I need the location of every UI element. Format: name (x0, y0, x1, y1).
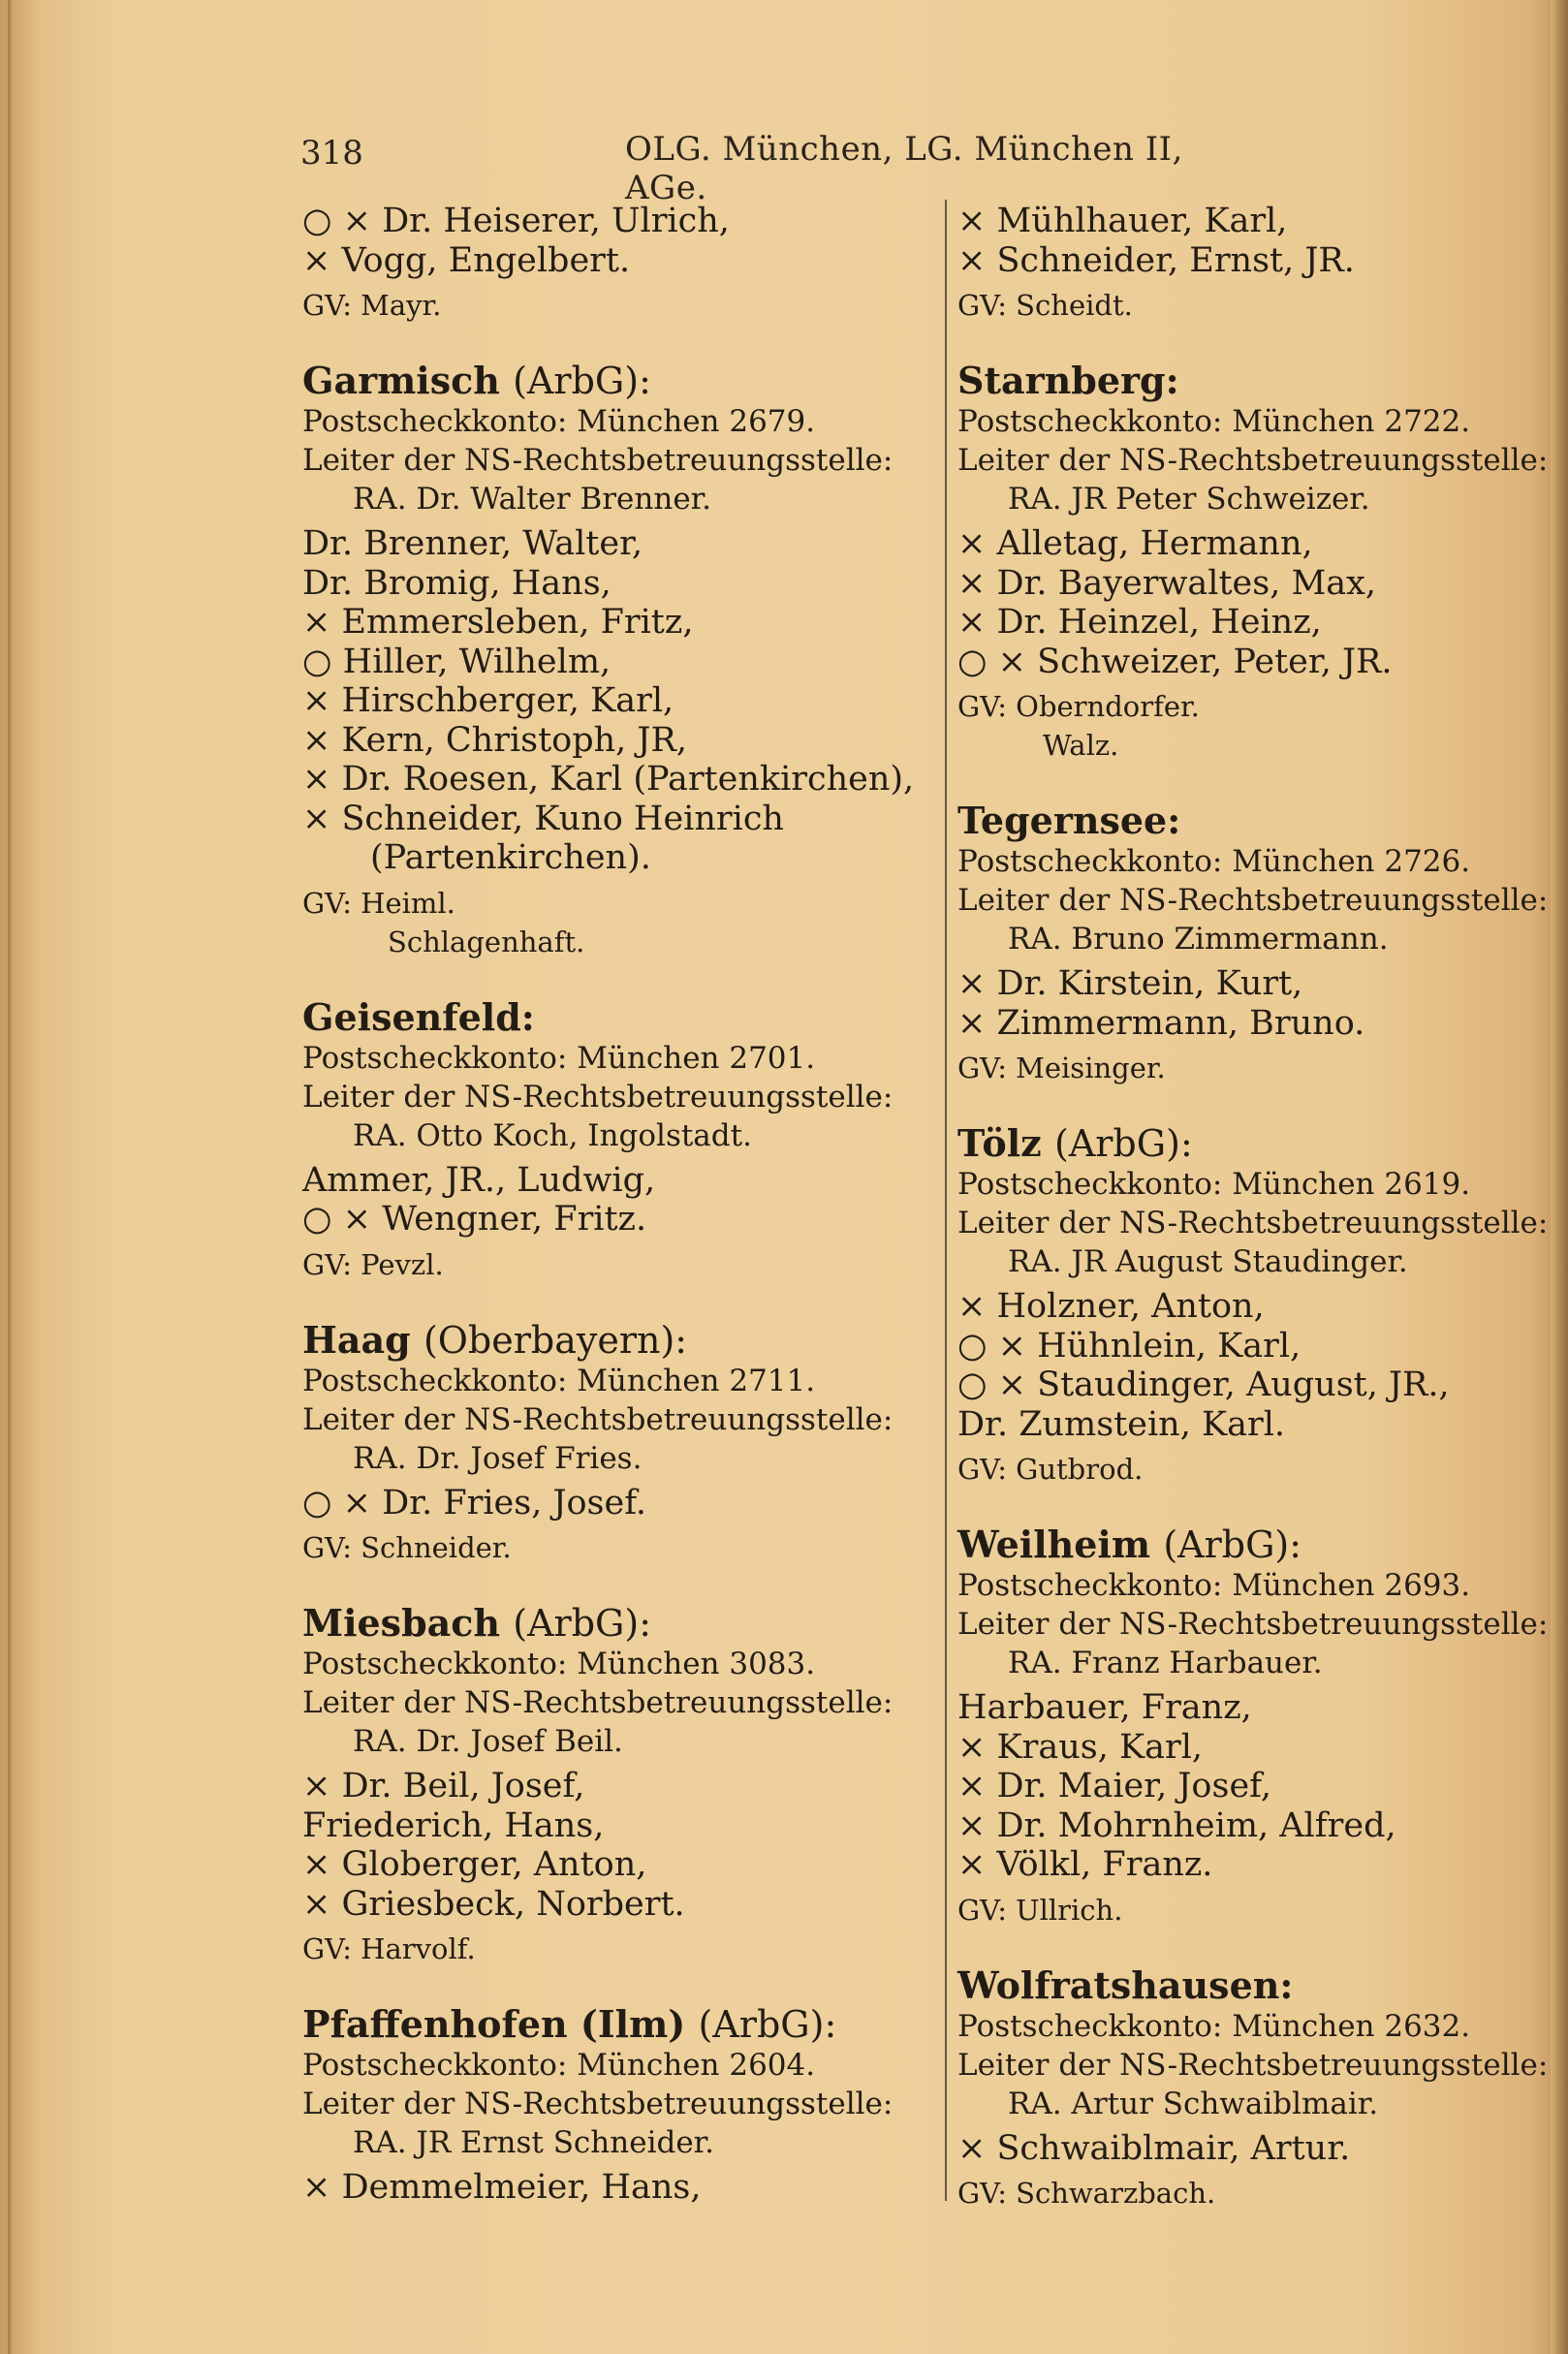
gv-line: GV: Schneider. (302, 1531, 512, 1564)
gv-line: GV: Gutbrod. (957, 1453, 1144, 1486)
konto-line: Postscheckkonto: München 2619. (957, 1167, 1471, 1202)
gv-line: GV: Heiml. (302, 886, 455, 920)
leiter-label: Leiter der NS-Rechtsbetreuungsstelle: (302, 443, 894, 478)
list-item: × Demmelmeier, Hans, (302, 2168, 702, 2207)
section-heading: Wolfratshausen: (957, 1962, 1294, 2007)
list-item: × Zimmermann, Bruno. (957, 1003, 1365, 1043)
list-item: × Dr. Mohrnheim, Alfred, (957, 1805, 1396, 1845)
list-item: ○ × Wengner, Fritz. (302, 1200, 647, 1239)
konto-line: Postscheckkonto: München 3083. (302, 1647, 816, 1681)
section-heading: Miesbach (ArbG): (302, 1601, 652, 1645)
section-garmisch (302, 360, 942, 961)
konto-line: Postscheckkonto: München 2604. (302, 2048, 816, 2083)
continued-entries (957, 202, 1549, 325)
leiter-label: Leiter der NS-Rechtsbetreuungsstelle: (302, 1079, 894, 1114)
list-item: × Alletag, Hermann, (957, 524, 1313, 563)
leiter-label: Leiter der NS-Rechtsbetreuungsstelle: (957, 1607, 1549, 1642)
list-item: × Kern, Christoph, JR, (302, 720, 687, 760)
leiter-name: RA. JR August Staudinger. (1008, 1244, 1408, 1279)
section-heading: Haag (Oberbayern): (302, 1317, 688, 1362)
list-item: Dr. Zumstein, Karl. (957, 1404, 1286, 1444)
list-item: × Dr. Maier, Josef, (957, 1767, 1272, 1805)
page-title: OLG. München, LG. München II, AGe. (625, 130, 1183, 207)
list-item: Ammer, JR., Ludwig, (302, 1160, 656, 1200)
leiter-name: RA. Dr. Josef Fries. (353, 1440, 643, 1476)
konto-line: Postscheckkonto: München 2693. (957, 1568, 1471, 1603)
section-heading: Starnberg: (957, 359, 1179, 402)
list-item: × Schneider, Ernst, JR. (957, 240, 1355, 280)
leiter-label: Leiter der NS-Rechtsbetreuungsstelle: (957, 883, 1549, 918)
section-tegernsee (957, 800, 1549, 1087)
leiter-label: Leiter der NS-Rechtsbetreuungsstelle: (302, 1401, 894, 1437)
section-heading: Tölz (ArbG): (957, 1121, 1193, 1165)
left-column (302, 202, 942, 2208)
list-item: × Hirschberger, Karl, (302, 681, 674, 720)
section-wolfratshausen (957, 1964, 1549, 2213)
page-header (300, 124, 1260, 207)
section-geisenfeld (302, 996, 942, 1284)
leiter-name: RA. Artur Schwaiblmair. (1008, 2086, 1379, 2121)
list-item: Friederich, Hans, (302, 1805, 605, 1845)
list-item: × Dr. Heinzel, Heinz, (957, 603, 1322, 642)
list-item: ○ × Schweizer, Peter, JR. (957, 642, 1393, 681)
list-item: × Dr. Beil, Josef, (302, 1767, 585, 1805)
page-number: 318 (300, 134, 363, 173)
leiter-name: RA. Dr. Josef Beil. (353, 1724, 623, 1759)
section-heading: Pfaffenhofen (Ilm) (ArbG): (302, 2002, 837, 2046)
list-item: × Dr. Bayerwaltes, Max, (957, 563, 1377, 603)
column-divider (945, 200, 947, 2201)
leiter-label: Leiter der NS-Rechtsbetreuungsstelle: (302, 1685, 894, 1720)
list-item: × Mühlhauer, Karl, (957, 202, 1288, 240)
gv-line: GV: Schwarzbach. (957, 2177, 1216, 2210)
gv-line: Schlagenhaft. (388, 925, 585, 958)
section-pfaffenhofen (302, 2003, 942, 2208)
list-item: × Dr. Kirstein, Kurt, (957, 964, 1303, 1003)
list-item: Dr. Brenner, Walter, (302, 524, 643, 563)
leiter-name: RA. Otto Koch, Ingolstadt. (353, 1117, 752, 1153)
section-miesbach (302, 1602, 942, 1968)
section-heading: Geisenfeld: (302, 994, 535, 1039)
section-weilheim (957, 1523, 1549, 1930)
konto-line: Postscheckkonto: München 2632. (957, 2008, 1471, 2044)
section-heading: Tegernsee: (957, 799, 1181, 842)
list-item: ○ × Staudinger, August, JR., (957, 1365, 1450, 1404)
section-haag (302, 1319, 942, 1568)
list-item: × Emmersleben, Fritz, (302, 603, 694, 642)
list-item: × Griesbeck, Norbert. (302, 1884, 685, 1924)
list-item: × Schneider, Kuno Heinrich (302, 799, 784, 838)
gv-line: GV: Scheidt. (957, 289, 1133, 322)
list-item: Harbauer, Franz, (957, 1688, 1252, 1727)
konto-line: Postscheckkonto: München 2726. (957, 844, 1471, 879)
gv-line: GV: Pevzl. (302, 1247, 444, 1281)
section-starnberg (957, 360, 1549, 765)
leiter-label: Leiter der NS-Rechtsbetreuungsstelle: (957, 443, 1549, 478)
leiter-label: Leiter der NS-Rechtsbetreuungsstelle: (302, 2087, 894, 2121)
list-item: × Vogg, Engelbert. (302, 240, 631, 280)
leiter-name: RA. JR Peter Schweizer. (1008, 482, 1370, 517)
leiter-name: RA. Bruno Zimmermann. (1008, 922, 1389, 957)
list-item: × Völkl, Franz. (957, 1845, 1213, 1884)
list-item: × Kraus, Karl, (957, 1727, 1204, 1767)
leiter-label: Leiter der NS-Rechtsbetreuungsstelle: (957, 2047, 1549, 2083)
konto-line: Postscheckkonto: München 2679. (302, 404, 816, 439)
list-item: × Schwaiblmair, Artur. (957, 2128, 1351, 2168)
list-item: ○ × Dr. Heiserer, Ulrich, (302, 202, 730, 240)
leiter-name: RA. JR Ernst Schneider. (353, 2125, 714, 2160)
right-column (957, 202, 1549, 2213)
leiter-label: Leiter der NS-Rechtsbetreuungsstelle: (957, 1206, 1549, 1240)
gv-line: Walz. (1043, 729, 1119, 762)
gv-line: GV: Harvolf. (302, 1932, 476, 1965)
konto-line: Postscheckkonto: München 2701. (302, 1040, 816, 1076)
list-item: ○ × Dr. Fries, Josef. (302, 1483, 647, 1522)
list-item: × Globerger, Anton, (302, 1845, 647, 1884)
list-item: × Holzner, Anton, (957, 1287, 1265, 1326)
gv-line: GV: Meisinger. (957, 1051, 1166, 1084)
leiter-name: RA. Dr. Walter Brenner. (353, 482, 711, 517)
section-toelz (957, 1122, 1549, 1489)
section-heading: Weilheim (ArbG): (957, 1522, 1302, 1566)
gv-line: GV: Mayr. (302, 289, 442, 322)
section-heading: Garmisch (ArbG): (302, 359, 651, 402)
leiter-name: RA. Franz Harbauer. (1008, 1646, 1323, 1680)
konto-line: Postscheckkonto: München 2711. (302, 1363, 816, 1398)
list-item: × Dr. Roesen, Karl (Partenkirchen), (302, 760, 915, 799)
gv-line: GV: Ullrich. (957, 1893, 1123, 1927)
list-item: ○ × Hühnlein, Karl, (957, 1326, 1301, 1365)
continued-entries (302, 202, 942, 325)
list-item: (Partenkirchen). (370, 838, 651, 877)
konto-line: Postscheckkonto: München 2722. (957, 404, 1471, 439)
list-item: Dr. Bromig, Hans, (302, 563, 612, 603)
list-item: ○ Hiller, Wilhelm, (302, 642, 612, 681)
gv-line: GV: Oberndorfer. (957, 690, 1200, 723)
